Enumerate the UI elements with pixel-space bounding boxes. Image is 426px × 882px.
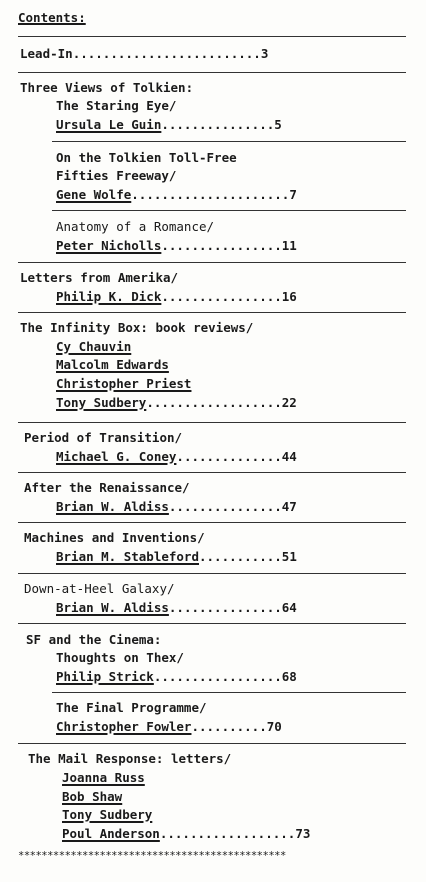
entry-title: The Final Programme/ — [56, 700, 207, 715]
section-divider — [18, 623, 406, 624]
entry-author: Brian W. Aldiss — [56, 499, 169, 514]
entry-author: Bob Shaw — [62, 789, 123, 804]
entry-author: Peter Nicholls — [56, 238, 162, 253]
entry-page: 3 — [260, 46, 269, 61]
entry-title: After the Renaissance/ — [24, 480, 190, 495]
section-divider — [18, 743, 406, 744]
footer-asterisk-rule: ********************************************** — [18, 850, 286, 862]
entry-author: Gene Wolfe — [56, 187, 132, 202]
entry-author: Cy Chauvin — [56, 339, 132, 354]
entry-title: Fifties Freeway/ — [56, 168, 177, 183]
entry-author-line: Gene Wolfe.....................7 — [56, 187, 297, 202]
section-divider — [18, 72, 406, 73]
entry-author: Philip K. Dick — [56, 289, 162, 304]
entry-author-line — [62, 807, 152, 823]
entry-author-line: Poul Anderson..................73 — [62, 826, 311, 841]
entry-author: Christopher Priest — [56, 376, 192, 391]
entry-author: Philip Strick — [56, 669, 154, 684]
section-divider — [52, 141, 406, 142]
entry-page: 51 — [281, 549, 297, 564]
entry-author-line: Philip Strick.................68 — [56, 669, 297, 684]
entry-author: Tony Sudbery — [56, 395, 147, 410]
entry-title: The Staring Eye/ — [56, 98, 177, 113]
entry-author-line: Michael G. Coney..............44 — [56, 449, 297, 464]
entry-author-line: Tony Sudbery..................22 — [56, 395, 297, 410]
section-divider — [18, 522, 406, 523]
entry-author-line: Brian M. Stableford...........51 — [56, 549, 297, 564]
entry-page: 22 — [281, 395, 297, 410]
entry-title: Thoughts on Thex/ — [56, 650, 184, 665]
entry-page: 7 — [289, 187, 297, 202]
entry-title: Letters from Amerika/ — [20, 270, 179, 285]
entry-author-line — [62, 770, 145, 786]
entry-author-line — [62, 789, 122, 805]
entry-author-line — [56, 339, 131, 355]
section-divider — [18, 312, 406, 313]
entry-author-line: Christopher Fowler..........70 — [56, 719, 282, 734]
entry-author-line: Brian W. Aldiss...............47 — [56, 499, 297, 514]
entry-author-line: Peter Nicholls................11 — [56, 238, 297, 253]
entry-page: 68 — [281, 669, 297, 684]
entry-page: 70 — [266, 719, 282, 734]
section-divider — [18, 36, 406, 37]
entry-page: 11 — [281, 238, 297, 253]
entry-page: 44 — [281, 449, 297, 464]
section-divider — [18, 472, 406, 473]
entry-author: Christopher Fowler — [56, 719, 192, 734]
entry-page: 16 — [281, 289, 297, 304]
entry-title: Lead-In — [20, 46, 73, 61]
entry-author: Malcolm Edwards — [56, 357, 169, 372]
entry-title: SF and the Cinema: — [26, 632, 162, 647]
entry-page: 5 — [274, 117, 282, 132]
entry-title: Period of Transition/ — [24, 430, 183, 445]
entry-author: Brian M. Stableford — [56, 549, 199, 564]
entry-title: The Mail Response: letters/ — [28, 751, 232, 766]
entry-page: 64 — [281, 600, 297, 615]
entry-author: Brian W. Aldiss — [56, 600, 169, 615]
entry-title: The Infinity Box: book reviews/ — [20, 320, 254, 335]
entry-author-line: Ursula Le Guin...............5 — [56, 117, 282, 132]
contents-heading: Contents: — [18, 10, 86, 25]
section-divider — [18, 422, 406, 423]
section-divider — [52, 210, 406, 211]
entry-author: Tony Sudbery — [62, 807, 153, 822]
entry-author-line: Philip K. Dick................16 — [56, 289, 297, 304]
entry-page: 47 — [281, 499, 297, 514]
entry-title: Anatomy of a Romance/ — [56, 219, 215, 234]
entry-author: Michael G. Coney — [56, 449, 177, 464]
entry-page: 73 — [295, 826, 311, 841]
entry-author: Joanna Russ — [62, 770, 145, 785]
section-divider — [18, 573, 406, 574]
section-divider — [18, 262, 406, 263]
section-divider — [52, 692, 406, 693]
entry-title: Machines and Inventions/ — [24, 530, 205, 545]
entry-title: On the Tolkien Toll-Free — [56, 150, 237, 165]
entry-author: Ursula Le Guin — [56, 117, 162, 132]
entry-author-line — [56, 357, 169, 373]
entry-author-line — [56, 376, 191, 392]
entry-lead-in: Lead-In.........................3 — [20, 46, 269, 61]
entry-author: Poul Anderson — [62, 826, 160, 841]
entry-author-line: Brian W. Aldiss...............64 — [56, 600, 297, 615]
entry-title: Down-at-Heel Galaxy/ — [24, 581, 175, 596]
entry-three-views: Three Views of Tolkien: — [20, 80, 194, 95]
